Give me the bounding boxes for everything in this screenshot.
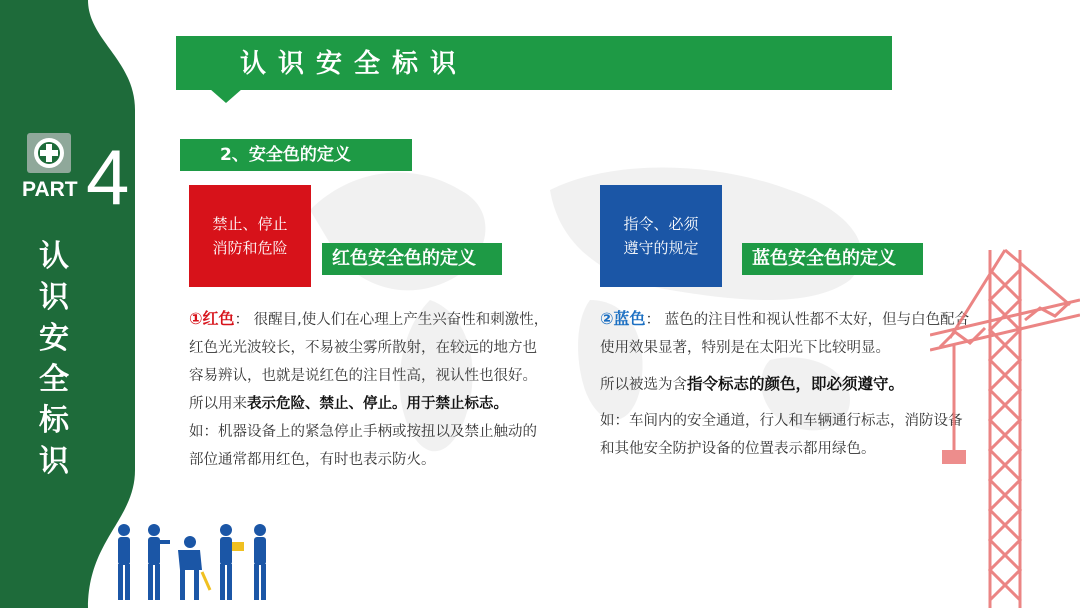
red-description [189, 305, 549, 474]
part-number: 4 [86, 133, 130, 221]
blue-paragraph-1 [600, 305, 970, 362]
blue-description [600, 305, 970, 463]
safety-cross-logo-icon [26, 132, 72, 174]
red-paragraph-2: 如：机器设备上的紧急停止手柄或按扭以及禁止触动的部位通常都用红色，有时也表示防火。 [189, 424, 537, 468]
blue-p1-text: ： 蓝色的注目性和视认性都不太好，但与白色配合使用效果显著，特别是在太阳光下比较明显。 [600, 312, 970, 356]
blue-definition-tag: 蓝色安全色的定义 [742, 243, 923, 275]
red-lead: ①红色 [189, 309, 235, 328]
red-p1-bold: 表示危险、禁止、停止。用于禁止标志。 [247, 396, 508, 412]
red-box-line2: 消防和危险 [212, 239, 288, 257]
blue-meaning-box [600, 185, 722, 287]
blue-box-line1: 指令、必须 [623, 215, 699, 233]
vertical-title-char: 标 [39, 403, 69, 438]
red-definition-tag: 红色安全色的定义 [322, 243, 502, 275]
blue-paragraph-3: 如：车间内的安全通道，行人和车辆通行标志，消防设备和其他安全防护设备的位置表示都用绿色。 [600, 413, 963, 457]
vertical-title-char: 安 [39, 321, 69, 356]
workers-silhouette-icon [110, 520, 280, 602]
spacer [600, 362, 970, 370]
blue-lead: ②蓝色 [600, 309, 646, 328]
red-box-line1: 禁止、停止 [212, 215, 288, 233]
blue-p2-text: 所以被选为含 [600, 377, 687, 393]
red-meaning-box [189, 185, 311, 287]
blue-paragraph-2 [600, 370, 970, 399]
section-title: 2、安全色的定义 [180, 139, 412, 171]
blue-box-line2: 遵守的规定 [623, 239, 699, 257]
vertical-title-char: 认 [39, 239, 69, 274]
vertical-title-char: 全 [39, 362, 69, 397]
page-title: 认识安全标识 [240, 49, 469, 79]
part-label: PART [22, 178, 78, 201]
vertical-section-title [34, 236, 74, 482]
vertical-title-char: 识 [39, 444, 69, 479]
blue-p2-bold: 指令标志的颜色，即必须遵守。 [687, 375, 905, 393]
vertical-title-char: 识 [39, 280, 69, 315]
crane-icon [930, 240, 1080, 608]
spacer [600, 399, 970, 407]
red-paragraph-1 [189, 305, 549, 418]
header-pointer [210, 89, 242, 103]
red-p1-text: ： 很醒目,使人们在心理上产生兴奋性和刺激性，红色光光波较长，不易被尘雾所散射，在较远的地方也容易辨认，也就是说红色的注目性高，视认性也很好。所以用来 [189, 312, 549, 412]
